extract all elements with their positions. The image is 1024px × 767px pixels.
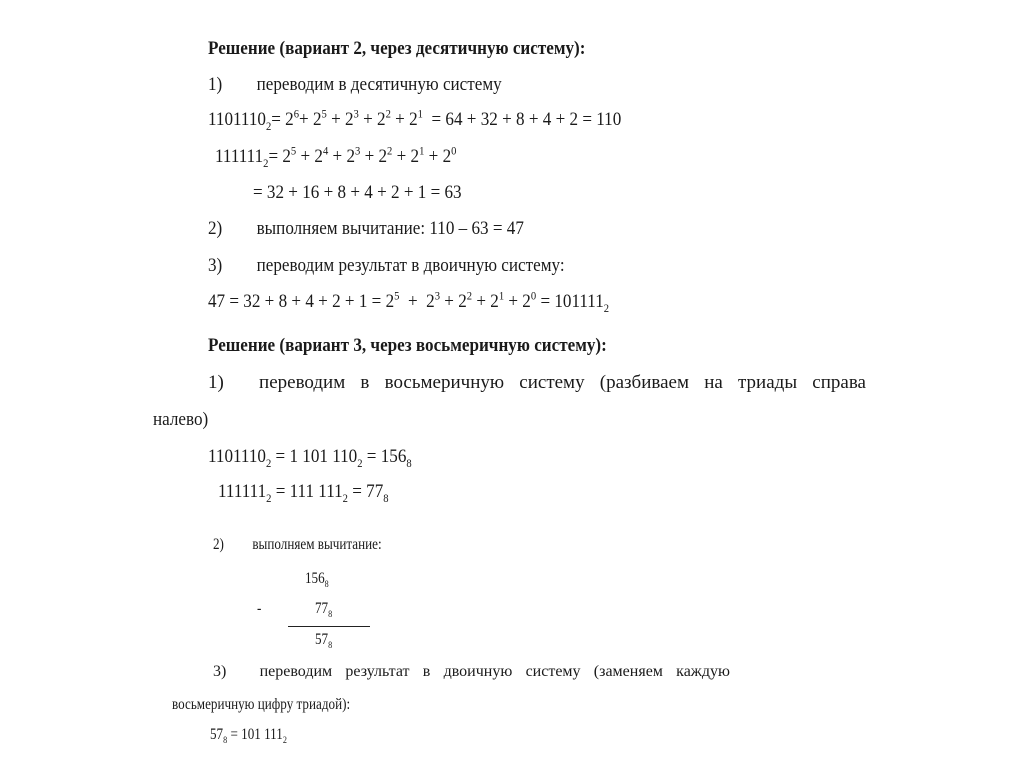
math-text: = 156 — [362, 446, 407, 467]
subscript: 8 — [406, 456, 412, 470]
math-text: + 2 — [358, 109, 386, 130]
superscript: 3 — [353, 107, 359, 121]
math-text: = 111 111 — [271, 481, 343, 502]
subscript: 8 — [324, 579, 329, 591]
subscript: 8 — [223, 735, 228, 747]
v3-step-1 — [208, 371, 866, 395]
step-text: переводим результат в двоичную систему: — [256, 255, 565, 276]
math-text: 47 = 32 + 8 + 4 + 2 + 1 = 2 — [208, 291, 395, 312]
subtraction-result — [315, 628, 332, 652]
math-text: + 2 — [399, 291, 435, 312]
superscript: 1 — [419, 144, 425, 158]
step-word: на — [704, 372, 723, 393]
superscript: 1 — [498, 289, 505, 303]
math-text: = 32 + 16 + 8 + 4 + 2 + 1 = 63 — [253, 182, 462, 203]
step-text: переводим в десятичную систему — [256, 74, 502, 95]
math-text: = 1 101 110 — [271, 446, 358, 467]
v2-step-2 — [208, 217, 524, 241]
superscript: 5 — [394, 289, 400, 303]
step-number: 3) — [213, 663, 227, 680]
superscript: 3 — [355, 144, 361, 158]
math-text: 111111 — [215, 146, 264, 167]
math-text: = 64 + 32 + 8 + 4 + 2 = 110 — [422, 109, 622, 130]
math-text: = 77 — [347, 481, 384, 502]
step-word: двоичную — [443, 663, 513, 680]
step-word: справа — [812, 372, 866, 393]
superscript: 5 — [321, 107, 327, 121]
step-word: переводим — [259, 663, 333, 680]
subscript: 2 — [342, 491, 348, 505]
superscript: 0 — [530, 289, 537, 303]
step-number: 1) — [208, 74, 223, 95]
v2-equation-3 — [208, 290, 609, 314]
math-text: 57 — [210, 726, 224, 743]
step-word: восьмеричную — [384, 372, 505, 393]
superscript: 5 — [290, 144, 297, 158]
v3-equation-3 — [210, 723, 287, 747]
math-text: + 2 — [392, 146, 420, 167]
superscript: 0 — [451, 144, 457, 158]
step-word: триады — [738, 372, 798, 393]
math-text: 57 — [315, 631, 329, 648]
step-word: переводим — [259, 372, 346, 393]
subscript: 2 — [603, 301, 610, 315]
step-number: 2) — [208, 218, 223, 239]
step-word: (разбиваем — [599, 372, 689, 393]
math-text: + 2 — [296, 146, 323, 167]
v2-equation-2-cont — [253, 181, 462, 205]
v3-step-2 — [213, 533, 382, 557]
math-text: + 2 — [504, 291, 531, 312]
subscript: 8 — [328, 640, 333, 652]
v2-equation-2 — [215, 145, 456, 169]
math-text: = 101111 — [536, 291, 604, 312]
subscript: 8 — [328, 609, 333, 621]
step-word: систему — [519, 372, 585, 393]
superscript: 2 — [385, 107, 391, 121]
heading-variant-2: Решение (вариант 2, через десятичную систему): — [208, 38, 586, 59]
step-word: каждую — [676, 663, 730, 680]
subtraction-minuend — [305, 567, 329, 591]
math-text: + 2 — [326, 109, 354, 130]
step-number: 3) — [208, 255, 223, 276]
math-text: 77 — [315, 600, 329, 617]
subscript: 2 — [263, 156, 269, 170]
subtraction-rule — [288, 626, 370, 627]
v3-equation-2 — [218, 480, 389, 504]
math-text: = 101 111 — [227, 726, 283, 743]
v2-step-3 — [208, 254, 565, 278]
math-text: = 2 — [271, 109, 294, 130]
v2-step-1 — [208, 73, 502, 97]
step-word: результат — [345, 663, 410, 680]
subscript: 2 — [265, 456, 272, 470]
step-text: выполняем вычитание: 110 – 63 = 47 — [256, 218, 524, 239]
superscript: 1 — [417, 107, 423, 121]
superscript: 2 — [387, 144, 393, 158]
step-text: выполняем вычитание: — [252, 536, 382, 553]
v3-step-3-cont: восьмеричную цифру триадой): — [172, 696, 351, 713]
math-text: + 2 — [299, 109, 322, 130]
math-text: + 2 — [390, 109, 418, 130]
subscript: 2 — [282, 735, 287, 747]
superscript: 6 — [293, 107, 300, 121]
step-number: 2) — [213, 536, 224, 553]
step-number: 1) — [208, 372, 224, 393]
subtraction-subtrahend — [315, 597, 332, 621]
math-text: + 2 — [440, 291, 467, 312]
math-text: + 2 — [360, 146, 388, 167]
step-word: в — [360, 372, 370, 393]
subtraction-minus-sign: - — [257, 600, 262, 617]
math-text: 1101110 — [208, 109, 266, 130]
step-word: в — [422, 663, 431, 680]
math-text: + 2 — [328, 146, 356, 167]
subscript: 2 — [265, 119, 272, 133]
v3-step-3 — [213, 660, 730, 684]
superscript: 4 — [322, 144, 329, 158]
superscript: 2 — [466, 289, 473, 303]
subscript: 2 — [266, 491, 272, 505]
v2-equation-1 — [208, 108, 621, 132]
heading-variant-3: Решение (вариант 3, через восьмеричную систему): — [208, 335, 607, 356]
v3-step-1-cont: налево) — [153, 409, 209, 430]
superscript: 3 — [434, 289, 441, 303]
step-word: систему — [525, 663, 581, 680]
subscript: 8 — [383, 491, 389, 505]
subscript: 2 — [357, 456, 363, 470]
math-text: 111111 — [218, 481, 267, 502]
v3-equation-1 — [208, 445, 412, 469]
math-text: + 2 — [424, 146, 452, 167]
math-text: 156 — [305, 570, 325, 587]
step-word: (заменяем — [593, 663, 663, 680]
math-text: + 2 — [472, 291, 499, 312]
math-text: 1101110 — [208, 446, 266, 467]
math-text: = 2 — [268, 146, 291, 167]
